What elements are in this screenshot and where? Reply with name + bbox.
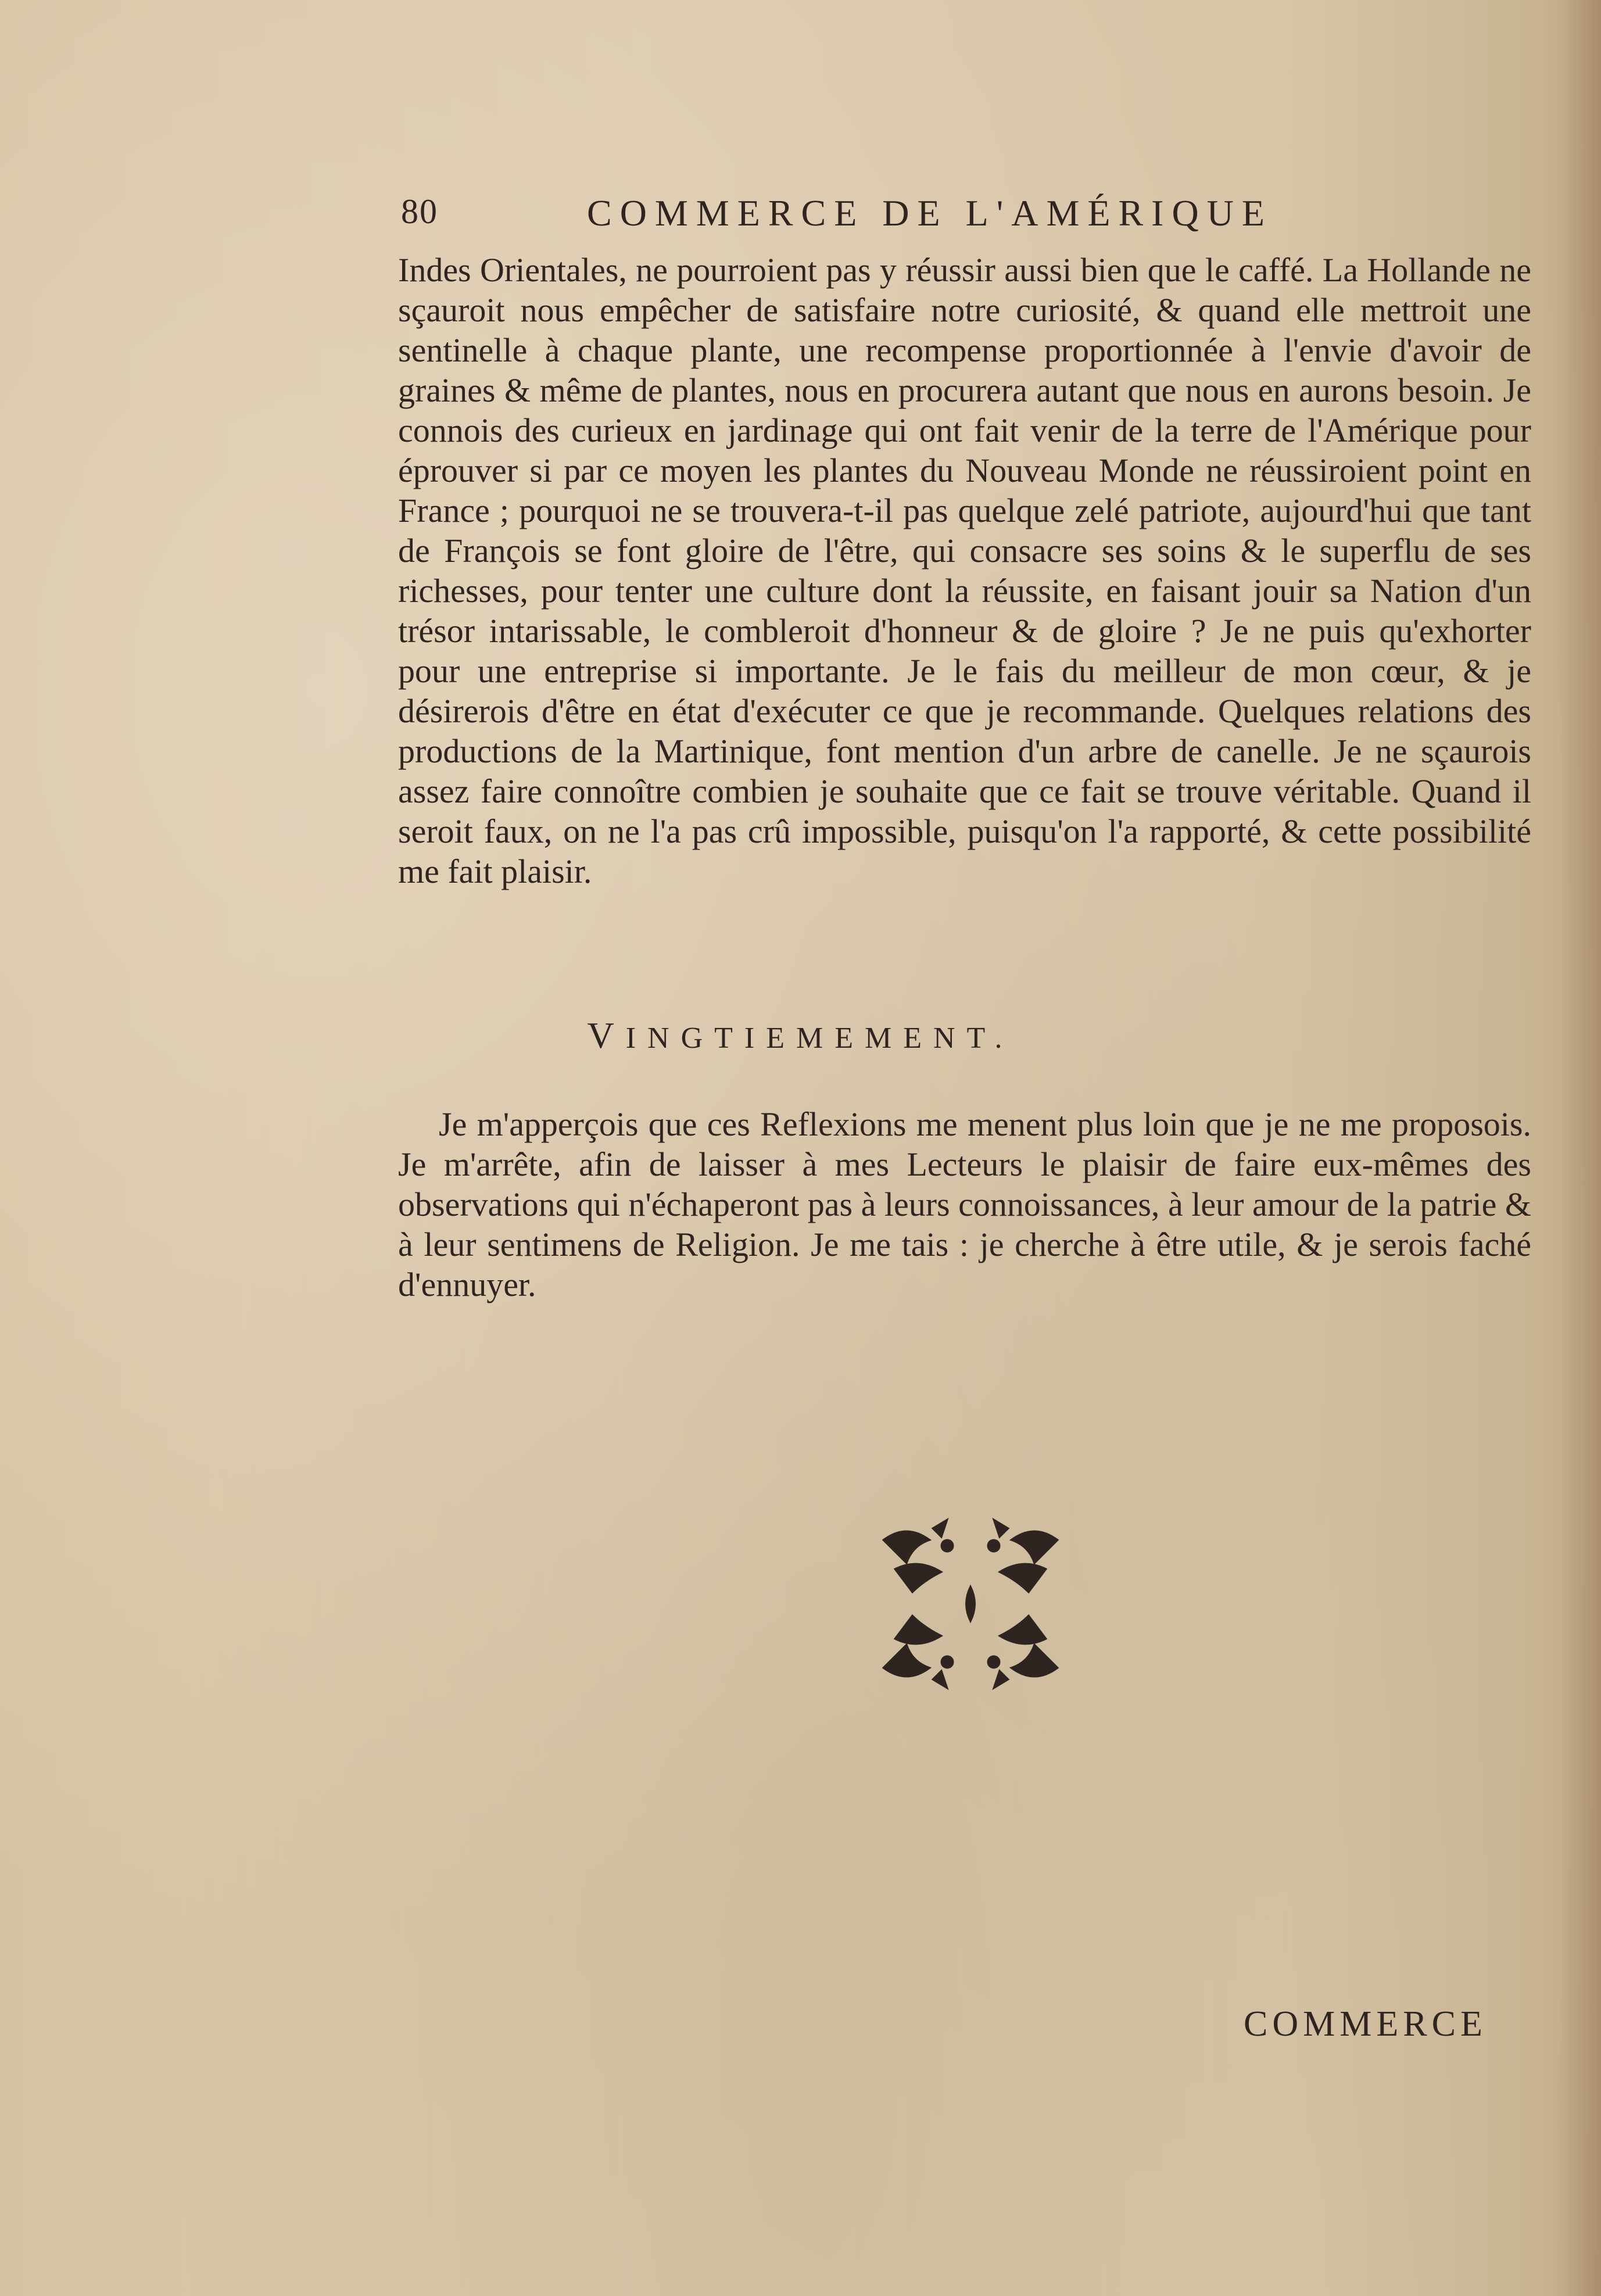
- body-paragraph-2: [398, 1104, 1531, 1305]
- page-edge-shadow: [1560, 0, 1601, 2296]
- section-heading-rest: INGTIEMEMENT.: [625, 1022, 1014, 1055]
- running-head: COMMERCE DE L'AMÉRIQUE: [587, 192, 1273, 234]
- catchword: COMMERCE: [1244, 2004, 1487, 2044]
- page-header: [401, 192, 1418, 244]
- section-heading-initial: V: [587, 1015, 626, 1056]
- section-heading: [0, 1014, 1601, 1057]
- paragraph-text: Indes Orientales, ne pourroient pas y réussir aussi bien que le caffé. La Hollande ne sçauroit nous empêcher de satisfaire notre curiosité, & quand elle mettroit une sentinelle à chaque plante, une recompense proportionnée à l'envie d'avoir de graines & même de plantes, nous en procurera autant que nous en aurons besoin. Je connois des curieux en jardinage qui ont fait venir de la terre de l'Amérique pour éprouver si par ce moyen les plantes du Nouveau Monde ne réussiroient point en France ; pourquoi ne se trouvera-t-il pas quelque zelé patriote, aujourd'hui que tant de François se font gloire de l'être, qui consacre ses soins & le superflu de ses richesses, pour tenter une culture dont la réussite, en faisant jouir sa Nation d'un trésor intarissable, le combleroit d'honneur & de gloire ? Je ne puis qu'exhorter pour une entreprise si importante. Je le fais du meilleur de mon cœur, & je désirerois d'être en état d'exécuter ce que je recommande. Quelques relations des productions de la Martinique, font mention d'un arbre de canelle. Je ne sçaurois assez faire connoître combien je souhaite que ce fait se trouve véritable. Quand il seroit faux, on ne l'a pas crû impossible, puisqu'on l'a rapporté, & cette possibilité me fait plaisir.: [398, 251, 1531, 890]
- paragraph-text: Je m'apperçois que ces Reflexions me menent plus loin que je ne me proposois. Je m'arrête, afin de laisser à mes Lecteurs le plaisir de faire eux-mêmes des observations qui n'échaperont pas à leurs connoissances, à leur amour de la patrie & à leur sentimens de Religion. Je me tais : je cherche à être utile, & je serois faché d'ennuyer.: [398, 1105, 1531, 1303]
- body-paragraph-1: [398, 250, 1531, 891]
- fleuron-ornament-icon: [872, 1517, 1069, 1691]
- page-number: 80: [401, 192, 438, 231]
